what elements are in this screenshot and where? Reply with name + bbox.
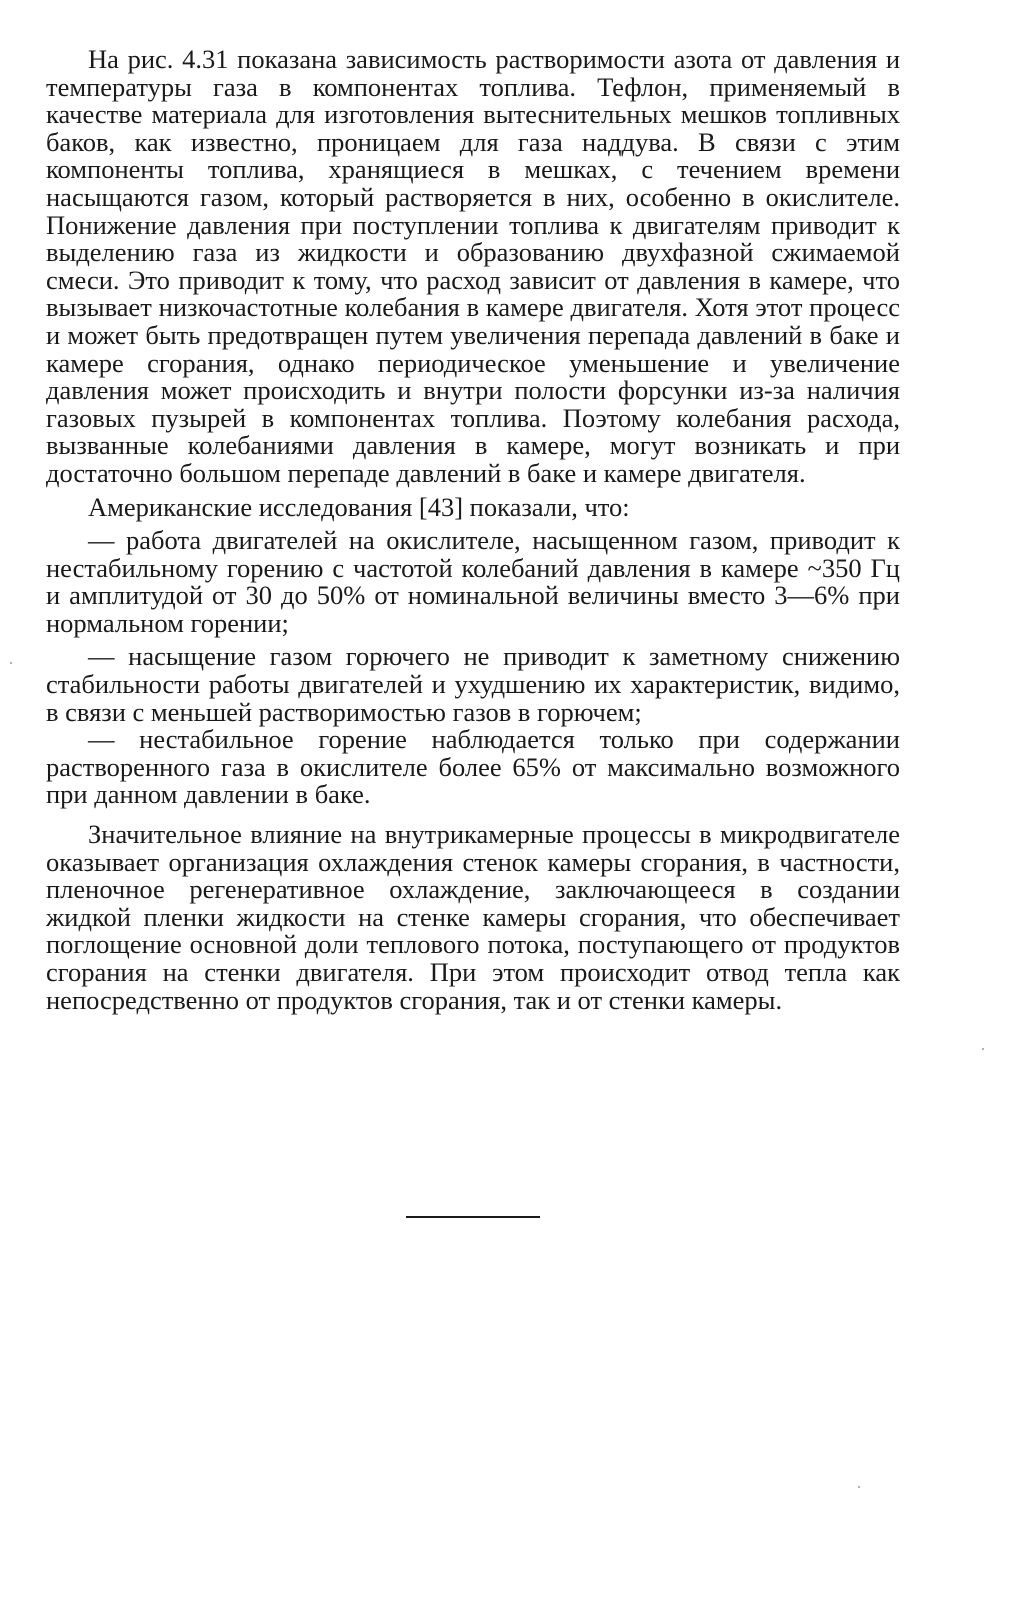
section-end-rule	[406, 1216, 540, 1218]
paragraph-research-intro: Американские исследования [43] показали, что:	[88, 491, 630, 522]
scan-speck	[10, 662, 12, 664]
paragraph-cooling: Значительное влияние на внутрикамерные процессы в микродвигателе оказывает организация охлаждения стенок камеры сгорания, в частности, пленочное регенеративное охлаждение, заключающееся в создании жидкой пленки жидкости на стенке камеры сгорания, что обеспечивает поглощение основной доли теплового потока, поступающего от продуктов сгорания на стенки двигателя. При этом происходит отвод тепла как непосредственно от продуктов сгорания, так и от стенки камеры.	[46, 819, 900, 1015]
list-item-oxidizer: — работа двигателей на окислителе, насыщенном газом, приводит к нестабильному горению с частотой колебаний давления в камере ~350 Гц и амплитудой от 30 до 50% от номинальной величины вместо 3—6% при нормальном горении;	[46, 525, 900, 638]
paragraph-solubility: На рис. 4.31 показана зависимость растворимости азота от давления и температуры газа в компонентах топлива. Тефлон, применяемый в качестве материала для изготовления вытеснительных мешков топливных баков, как известно, проницаем для газа наддува. В связи с этим компоненты топлива, хранящиеся в мешках, с течением времени насыщаются газом, который растворяется в них, особенно в окислителе. Понижение давления при поступлении топлива к двигателям приводит к выделению газа из жидкости и образованию двухфазной сжимаемой смеси. Это приводит к тому, что расход зависит от давления в камере, что вызывает низкочастотные колебания в камере двигателя. Хотя этот процесс и может быть предотвращен путем увеличения перепада давлений в баке и камере сгорания, однако периодическое уменьшение и увеличение давления может происходить и внутри полости форсунки из-за наличия газовых пузырей в компонентах топлива. Поэтому колебания расхода, вызванные колебаниями давления в камере, могут возникать и при достаточно большом перепаде давлений в баке и камере двигателя.	[46, 44, 900, 488]
scan-speck	[982, 1048, 984, 1050]
body-text	[46, 46, 900, 1014]
list-item-unstable-combustion: — нестабильное горение наблюдается только при содержании растворенного газа в окислителе более 65% от максимально возможного при данном давлении в баке.	[46, 724, 900, 810]
list-item-fuel: — насыщение газом горючего не приводит к заметному снижению стабильности работы двигателей и ухудшению их характеристик, видимо, в связи с меньшей растворимостью газов в горючем;	[46, 641, 900, 727]
scan-speck	[858, 1486, 860, 1488]
